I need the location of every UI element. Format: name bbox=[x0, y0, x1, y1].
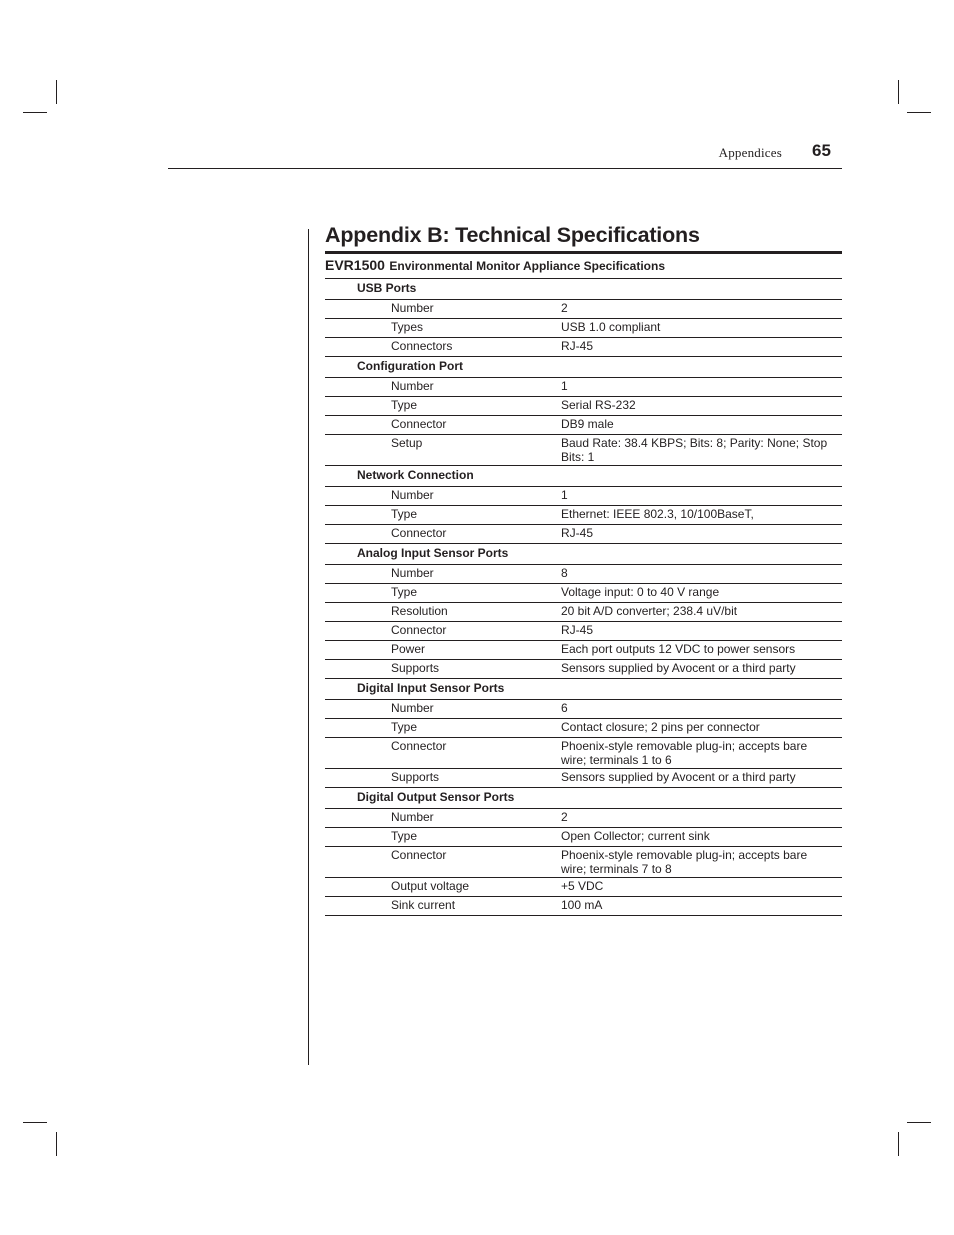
spec-key: Type bbox=[391, 398, 418, 412]
spec-row bbox=[325, 525, 842, 544]
spec-key: Number bbox=[391, 379, 434, 393]
spec-value: Voltage input: 0 to 40 V range bbox=[561, 585, 720, 599]
spec-value: 6 bbox=[561, 701, 568, 715]
spec-table bbox=[325, 278, 842, 916]
section-title: Configuration Port bbox=[357, 359, 463, 373]
spec-row bbox=[325, 487, 842, 506]
section-header bbox=[325, 788, 842, 809]
spec-value: DB9 male bbox=[561, 417, 614, 431]
spec-value: 20 bit A/D converter; 238.4 uV/bit bbox=[561, 604, 738, 618]
spec-key: Connector bbox=[391, 623, 447, 637]
spec-value: RJ-45 bbox=[561, 623, 594, 637]
spec-key: Type bbox=[391, 507, 418, 521]
spec-key: Connector bbox=[391, 848, 447, 862]
crop-mark bbox=[907, 1122, 931, 1123]
spec-value: RJ-45 bbox=[561, 526, 594, 540]
spec-row bbox=[325, 769, 842, 788]
spec-value: Sensors supplied by Avocent or a third party bbox=[561, 770, 796, 784]
page-title: Appendix B: Technical Specifications bbox=[325, 223, 700, 247]
spec-value: Open Collector; current sink bbox=[561, 829, 710, 843]
spec-value: 2 bbox=[561, 810, 568, 824]
section-title: USB Ports bbox=[357, 281, 417, 295]
spec-row bbox=[325, 660, 842, 679]
spec-row bbox=[325, 719, 842, 738]
table-subtitle bbox=[325, 257, 665, 275]
table-description: Environmental Monitor Appliance Specifications bbox=[389, 259, 665, 273]
spec-key: Types bbox=[391, 320, 424, 334]
section-header bbox=[325, 679, 842, 700]
spec-key: Type bbox=[391, 720, 418, 734]
spec-value: Baud Rate: 38.4 KBPS; Bits: 8; Parity: None; Stop Bits: 1 bbox=[561, 436, 828, 464]
section-title: Digital Input Sensor Ports bbox=[357, 681, 505, 695]
margin-rule bbox=[308, 229, 309, 1065]
spec-value: Phoenix-style removable plug-in; accepts bare wire; terminals 7 to 8 bbox=[561, 848, 808, 876]
spec-key: Number bbox=[391, 301, 434, 315]
crop-mark bbox=[56, 1132, 57, 1156]
spec-key: Supports bbox=[391, 661, 440, 675]
spec-value: Sensors supplied by Avocent or a third party bbox=[561, 661, 796, 675]
spec-value: Ethernet: IEEE 802.3, 10/100BaseT, bbox=[561, 507, 754, 521]
spec-value: Phoenix-style removable plug-in; accepts bare wire; terminals 1 to 6 bbox=[561, 739, 808, 767]
running-head: Appendices bbox=[718, 145, 782, 160]
spec-row bbox=[325, 416, 842, 435]
spec-key: Setup bbox=[391, 436, 423, 450]
spec-row bbox=[325, 378, 842, 397]
spec-value: 1 bbox=[561, 379, 568, 393]
spec-key: Connector bbox=[391, 739, 447, 753]
title-rule bbox=[325, 251, 842, 254]
spec-row bbox=[325, 565, 842, 584]
section-header bbox=[325, 357, 842, 378]
spec-key: Type bbox=[391, 829, 418, 843]
spec-value: Each port outputs 12 VDC to power sensors bbox=[561, 642, 796, 656]
spec-key: Connector bbox=[391, 417, 447, 431]
spec-row bbox=[325, 622, 842, 641]
page-number: 65 bbox=[812, 141, 831, 160]
crop-mark bbox=[898, 1132, 899, 1156]
spec-row bbox=[325, 847, 842, 878]
spec-key: Output voltage bbox=[391, 879, 470, 893]
section-header bbox=[325, 279, 842, 300]
spec-row bbox=[325, 641, 842, 660]
spec-value: 8 bbox=[561, 566, 568, 580]
spec-value: +5 VDC bbox=[561, 879, 604, 893]
crop-mark bbox=[23, 112, 47, 113]
section-title: Network Connection bbox=[357, 468, 474, 482]
spec-row bbox=[325, 300, 842, 319]
model-name: EVR1500 bbox=[325, 257, 385, 273]
spec-row bbox=[325, 603, 842, 622]
spec-value: RJ-45 bbox=[561, 339, 594, 353]
spec-value: USB 1.0 compliant bbox=[561, 320, 661, 334]
crop-mark bbox=[56, 80, 57, 104]
spec-key: Connector bbox=[391, 526, 447, 540]
spec-value: 2 bbox=[561, 301, 568, 315]
spec-key: Power bbox=[391, 642, 426, 656]
spec-row bbox=[325, 738, 842, 769]
spec-row bbox=[325, 584, 842, 603]
spec-row bbox=[325, 897, 842, 916]
crop-mark bbox=[898, 80, 899, 104]
spec-row bbox=[325, 319, 842, 338]
spec-key: Supports bbox=[391, 770, 440, 784]
crop-mark bbox=[23, 1122, 47, 1123]
header-rule bbox=[168, 168, 842, 169]
section-header bbox=[325, 466, 842, 487]
spec-row bbox=[325, 397, 842, 416]
spec-value: Contact closure; 2 pins per connector bbox=[561, 720, 760, 734]
crop-mark bbox=[907, 112, 931, 113]
spec-key: Type bbox=[391, 585, 418, 599]
spec-value: 100 mA bbox=[561, 898, 603, 912]
spec-value: 1 bbox=[561, 488, 568, 502]
section-title: Analog Input Sensor Ports bbox=[357, 546, 509, 560]
spec-row bbox=[325, 338, 842, 357]
spec-value: Serial RS-232 bbox=[561, 398, 636, 412]
spec-key: Number bbox=[391, 810, 434, 824]
spec-row bbox=[325, 809, 842, 828]
spec-key: Connectors bbox=[391, 339, 453, 353]
spec-key: Number bbox=[391, 701, 434, 715]
spec-row bbox=[325, 878, 842, 897]
section-title: Digital Output Sensor Ports bbox=[357, 790, 515, 804]
section-header bbox=[325, 544, 842, 565]
spec-key: Number bbox=[391, 566, 434, 580]
spec-key: Sink current bbox=[391, 898, 456, 912]
spec-row bbox=[325, 435, 842, 466]
spec-row bbox=[325, 506, 842, 525]
spec-row bbox=[325, 700, 842, 719]
spec-key: Number bbox=[391, 488, 434, 502]
spec-row bbox=[325, 828, 842, 847]
spec-key: Resolution bbox=[391, 604, 448, 618]
